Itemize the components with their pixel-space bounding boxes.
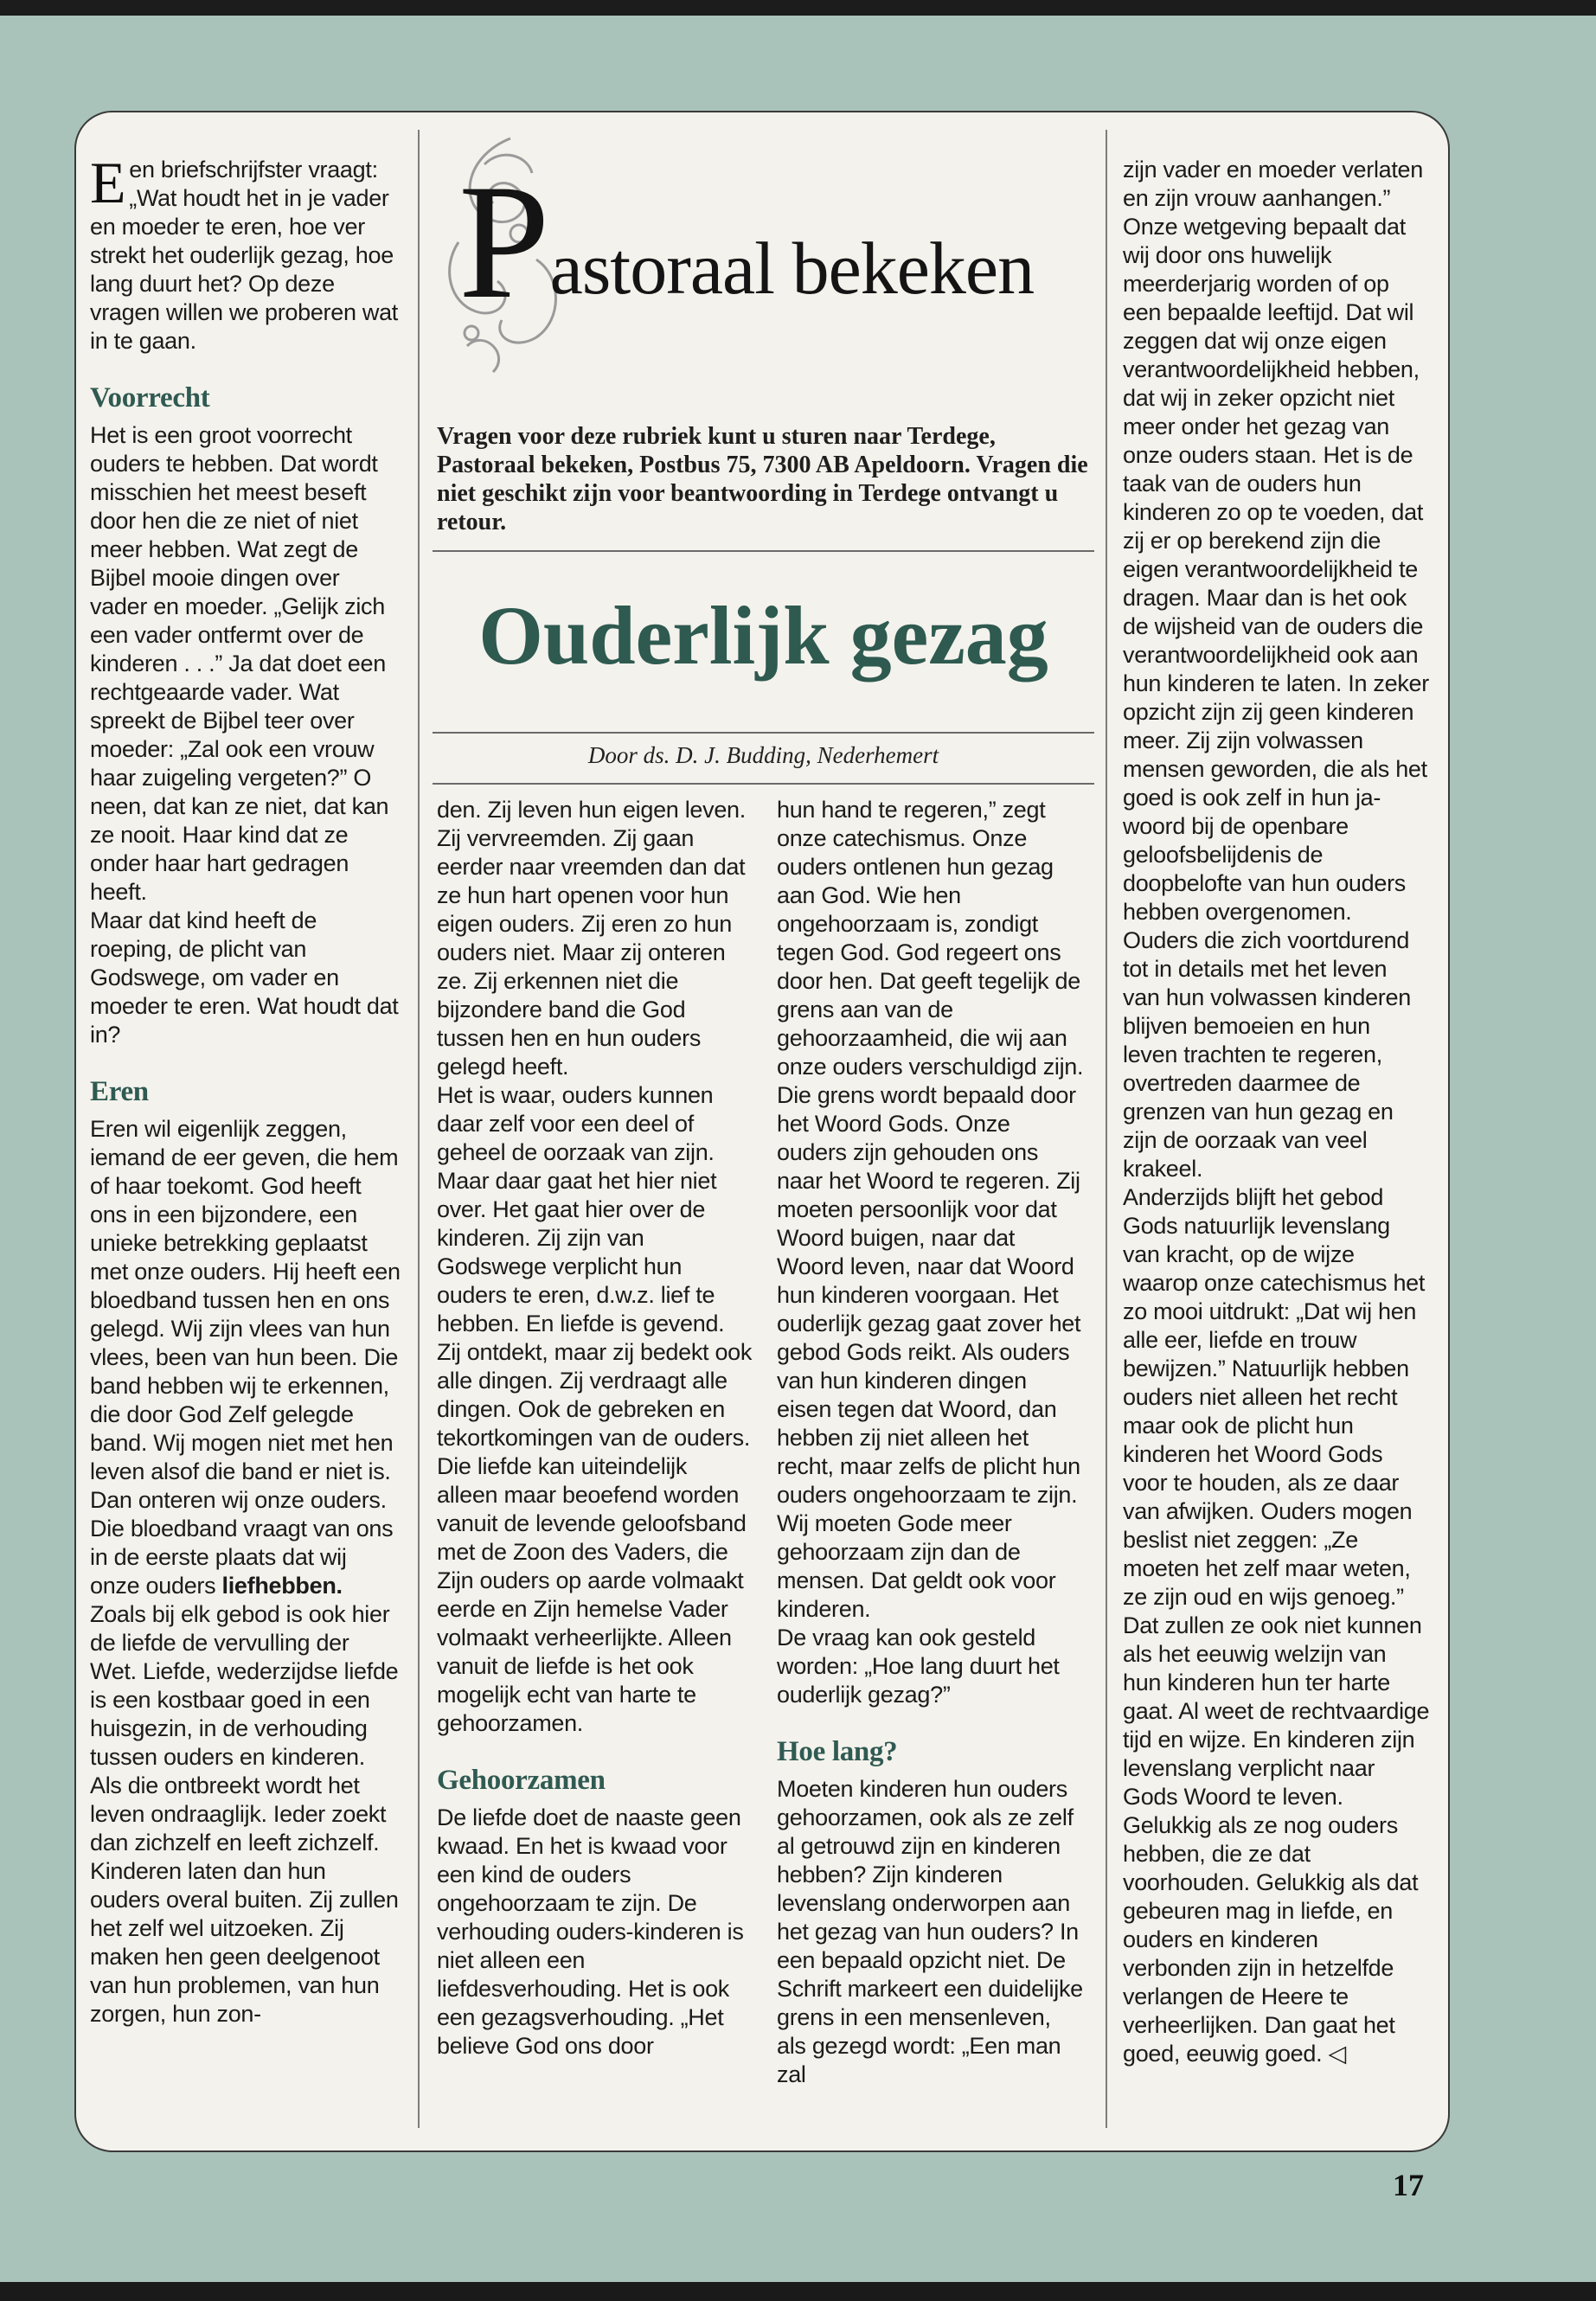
heading-eren: Eren: [90, 1076, 149, 1107]
rule-under-notice: [433, 550, 1094, 552]
column-1: [90, 150, 401, 2029]
byline: Door ds. D. J. Budding, Nederhemert: [587, 742, 939, 768]
masthead-initial: P: [458, 151, 550, 333]
col3-paragraph-2: De vraag kan ook gesteld worden: „Hoe lang duurt het ouderlijk gezag?”: [777, 1625, 1060, 1708]
section-masthead: [458, 151, 1035, 333]
heading-hoe-lang: Hoe lang?: [777, 1736, 898, 1767]
intro-text: en briefschrijfster vraagt: „Wat houdt het in je vader en moeder te eren, hoe ver strekt het ouderlijk gezag, hoe lang duurt het? Op deze vragen willen we proberen wat in te gaan.: [90, 157, 398, 354]
eren-paragraph: [90, 1115, 401, 2029]
voorrecht-paragraph-2: Maar dat kind heeft de roeping, de plicht van Godswege, om vader en moeder te eren. Wat houdt dat in?: [90, 907, 399, 1048]
top-edge-band: [0, 0, 1596, 16]
column-divider-1: [418, 130, 420, 2128]
submission-notice: Vragen voor deze rubriek kunt u sturen naar Terdege, Pastoraal bekeken, Postbus 75, 7300 AB Apeldoorn. Vragen die niet geschikt zijn voor beantwoording in Terdege ontvangt u retour.: [437, 423, 1088, 535]
masthead-title: astoraal bekeken: [549, 227, 1035, 310]
column-3: [777, 796, 1084, 2089]
article-headline: Ouderlijk gezag: [478, 589, 1048, 682]
rule-under-byline: [433, 783, 1094, 785]
column-divider-2: [1106, 130, 1107, 2128]
voorrecht-paragraph-1: Het is een groot voorrecht ouders te hebben. Dat wordt misschien het meest beseft door hen die ze niet of niet meer hebben. Wat zegt de Bijbel mooie dingen over vader en moeder. „Gelijk zich een vader ontfermt over de kinderen . . .” Ja dat doet een rechtgeaarde vader. Wat spreekt de Bijbel teer over moeder: „Zal ook een vrouw haar zuigeling vergeten?” O neen, dat kan ze niet, dat kan ze nooit. Haar kind dat ze onder haar hart gedragen heeft.: [90, 422, 389, 905]
column-4: [1123, 156, 1430, 2068]
col4-paragraph-1: zijn vader en moeder verlaten en zijn vrouw aanhangen.” Onze wetgeving bepaalt dat wij door ons huwelijk meerderjarig worden of op een bepaalde leeftijd. Dat wil zeggen dat wij onze eigen verantwoordelijkheid hebben, dat wij in zeker opzicht niet meer onder het gezag van onze ouders staan. Het is de taak van de ouders hun kinderen zo op te voeden, dat zij er op berekend zijn die eigen verantwoordelijkheid te dragen. Maar dan is het ook de wijsheid van de ouders die verantwoordelijkheid ook aan hun kinderen te laten. In zeker opzicht zijn zij geen kinderen meer. Zij zijn volwassen mensen geworden, die als het goed is ook zelf in hun ja-woord bij de openbare geloofsbelijdenis de doopbelofte van hun ouders hebben overgenomen. Ouders die zich voortdurend tot in details met het leven van hun volwassen kinderen blijven bemoeien en hun leven trachten te regeren, overtreden daarmee de grenzen van hun gezag en zijn de oorzaak van veel krakeel.: [1123, 157, 1429, 1182]
column-2: [437, 796, 753, 2061]
page-number: 17: [1393, 2168, 1424, 2202]
intro-paragraph: [90, 150, 401, 356]
col2-paragraph-1: den. Zij leven hun eigen leven. Zij vervreemden. Zij gaan eerder naar vreemden dan dat ze hun hart openen voor hun eigen ouders. Zij eren zo hun ouders niet. Maar zij onteren ze. Zij erkennen niet die bijzondere band die God tussen hen en hun ouders gelegd heeft.: [437, 797, 746, 1080]
col2-paragraph-2: Het is waar, ouders kunnen daar zelf voor een deel of geheel de oorzaak van zijn. Maar daar gaat het hier niet over. Het gaat hier over de kinderen. Zij zijn van Godswege verplicht hun ouders te eren, d.w.z. lief te hebben. En liefde is gevend. Zij ontdekt, maar zij bedekt ook alle dingen. Zij verdraagt alle dingen. Ook de gebreken en tekortkomingen van de ouders. Die liefde kan uiteindelijk alleen maar beoefend worden vanuit de levende geloofsband met de Zoon des Vaders, die Zijn ouders op aarde volmaakt eerde en Zijn hemelse Vader volmaakt verheerlijkte. Alleen vanuit de liefde is het ook mogelijk echt van harte te gehoorzamen.: [437, 1082, 753, 1736]
eren-bold-word: liefhebben.: [221, 1573, 343, 1599]
eren-text-after: Zoals bij elk gebod is ook hier de liefde de vervulling der Wet. Liefde, wederzijdse liefde is een kostbaar goed in een huisgezin, in de verhouding tussen ouders en kinderen. Als die ontbreekt wordt het leven ondraaglijk. Ieder zoekt dan zichzelf en leeft zichzelf. Kinderen laten dan hun ouders overal buiten. Zij zullen het zelf wel uitzoeken. Zij maken hen geen deelgenoot van hun problemen, van hun zorgen, hun zon-: [90, 1601, 399, 2027]
col3-paragraph-1: hun hand te regeren,” zegt onze catechismus. Onze ouders ontlenen hun gezag aan God. Wie hen ongehoorzaam is, zondigt tegen God. God regeert ons door hen. Dat geeft tegelijk de grens aan van de gehoorzaamheid, die wij aan onze ouders verschuldigd zijn. Die grens wordt bepaald door het Woord Gods. Onze ouders zijn gehouden ons naar het Woord te regeren. Zij moeten persoonlijk voor dat Woord buigen, naar dat Woord leven, naar dat Woord hun kinderen voorgaan. Het ouderlijk gezag gaat zover het gebod Gods reikt. Als ouders van hun kinderen dingen eisen tegen dat Woord, dan hebben zij niet alleen het recht, maar zelfs de plicht hun ouders ongehoorzaam te zijn. Wij moeten Gode meer gehoorzaam zijn dan de mensen. Dat geldt ook voor kinderen.: [777, 797, 1084, 1622]
col3-paragraph-3: Moeten kinderen hun ouders gehoorzamen, ook als ze zelf al getrouwd zijn en kinderen hebben? Zijn kinderen levenslang onderworpen aan het gezag van hun ouders? In een bepaald opzicht niet. De Schrift markeert een duidelijke grens in een mensenleven, als gezegd wordt: „Een man zal: [777, 1776, 1083, 2087]
col4-paragraph-2: Anderzijds blijft het gebod Gods natuurlijk levenslang van kracht, op de wijze waarop onze catechismus het zo mooi uitdrukt: „Dat wij hen alle eer, liefde en trouw bewijzen.” Natuurlijk hebben ouders niet alleen het recht maar ook de plicht hun kinderen het Woord Gods voor te houden, als ze daar van afwijken. Ouders mogen beslist niet zeggen: „Ze moeten het zelf maar weten, ze zijn oud en wijs genoeg.” Dat zullen ze ook niet kunnen als het eeuwig welzijn van hun kinderen hun ter harte gaat. Al weet de rechtvaardige tijd en wijze. En kinderen zijn levenslang verplicht naar Gods Woord te leven. Gelukkig als ze nog ouders hebben, die ze dat voorhouden. Gelukkig als dat gebeuren mag in liefde, en ouders en kinderen verbonden zijn in hetzelfde verlangen de Heere te verheerlijken. Dan gaat het goed, eeuwig goed. ◁: [1123, 1184, 1430, 2067]
heading-gehoorzamen: Gehoorzamen: [437, 1765, 606, 1796]
eren-text-before: Eren wil eigenlijk zeggen, iemand de eer geven, die hem of haar toekomt. God heeft ons in een bijzondere, een unieke betrekking geplaatst met onze ouders. Hij heeft een bloedband tussen hen en ons gelegd. Wij zijn vlees van hun vlees, been van hun been. Die band hebben wij te erkennen, die door God Zelf gelegde band. Wij mogen niet met hen leven alsof die band er niet is. Dan onteren wij onze ouders. Die bloedband vraagt van ons in de eerste plaats dat wij onze ouders: [90, 1116, 401, 1599]
col2-paragraph-3: De liefde doet de naaste geen kwaad. En het is kwaad voor een kind de ouders ongehoorzaam te zijn. De verhouding ouders-kinderen is niet alleen een liefdesverhouding. Het is ook een gezagsverhouding. „Het believe God ons door: [437, 1804, 744, 2059]
bottom-edge-band: [0, 2282, 1596, 2301]
heading-voorrecht: Voorrecht: [90, 382, 210, 413]
drop-cap: E: [90, 150, 126, 215]
rule-above-byline: [433, 732, 1094, 734]
